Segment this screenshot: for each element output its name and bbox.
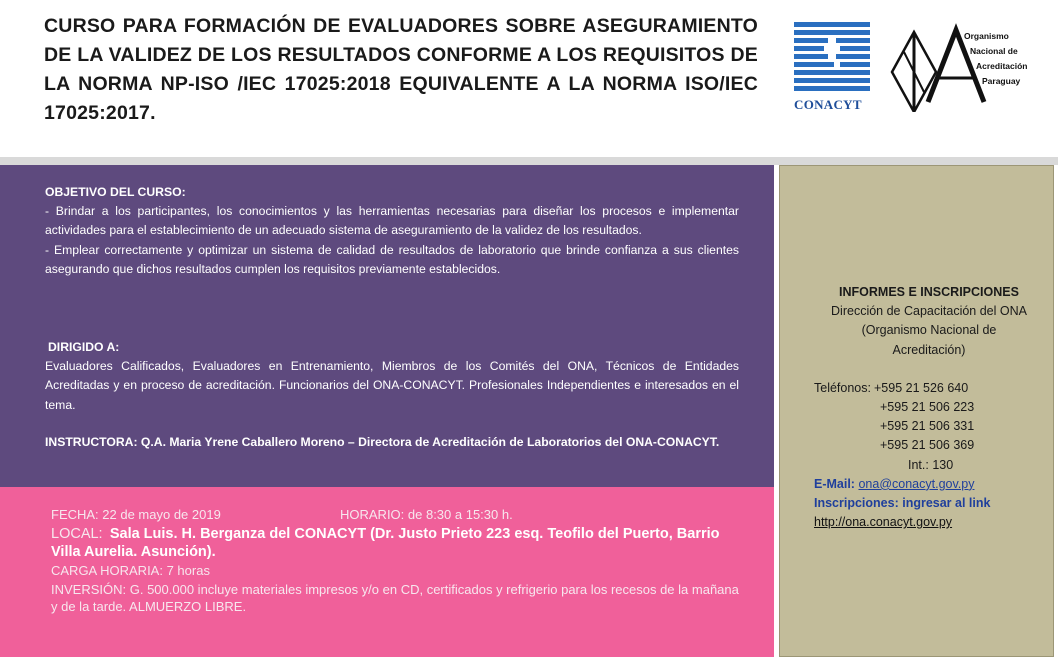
page-title: CURSO PARA FORMACIÓN DE EVALUADORES SOBRE ASEGURAMIENTO DE LA VALIDEZ DE LOS RESULTADOS CONFORME A LOS REQUISITOS DE LA NORMA NP-ISO /IEC 17025:2018 EQUIVALENTE A LA NORMA ISO/IEC 17025:2017. [44, 15, 758, 124]
audience-text: Evaluadores Calificados, Evaluadores en Entrenamiento, Miembros de los Comités del ONA, Técnicos de Entidades Acreditadas y en proceso de acreditación. Funcionarios del ONA-CONACYT. Profesionales Independientes e interesados en el tema. [45, 359, 739, 412]
objective-item: - Brindar a los participantes, los conocimientos y las herramientas necesarias para diseñar los procesos e implementar actividades para el establecimiento de un adecuado sistema de aseguramiento de la validez de los resultados. [45, 204, 739, 238]
objective-item: - Emplear correctamente y optimizar un sistema de calidad de resultados de laboratorio que brinde confianza a sus clientes asegurando que dichos resultados cumplen los requisitos previamente establecidos. [45, 242, 739, 276]
department-fullname: (Organismo Nacional de Acreditación) [861, 323, 997, 357]
divider-band [0, 157, 1058, 165]
location-text [51, 525, 745, 561]
ona-line: Organismo [964, 31, 1009, 41]
location-label: LOCAL: [51, 526, 103, 542]
investment-text: INVERSIÓN: G. 500.000 incluye materiales impresos y/o en CD, certificados y refrigerio para los recesos de la mañana y de la tarde. ALMUERZO LIBRE. [51, 582, 739, 614]
email-row [814, 475, 1044, 494]
audience-heading: DIRIGIDO A: [48, 340, 120, 354]
contact-heading: INFORMES E INSCRIPCIONES [839, 285, 1019, 299]
phones-label: Teléfonos: [814, 380, 871, 395]
phone-number: +595 21 526 640 [873, 380, 969, 395]
ona-line: Paraguay [982, 76, 1021, 86]
department-name: Dirección de Capacitación del ONA [831, 304, 1027, 319]
email-link[interactable]: ona@conacyt.gov.py [858, 476, 975, 491]
ona-name-lines [964, 29, 1028, 89]
location-value: Sala Luis. H. Berganza del CONACYT (Dr. Justo Prieto 223 esq. Teofilo del Puerto, Barrio Villa Aurelia. Asunción). [51, 526, 720, 560]
inscriptions-label: Inscripciones: ingresar al link [814, 496, 991, 511]
ona-line: Nacional de [970, 46, 1018, 56]
objective-heading: OBJETIVO DEL CURSO: [45, 185, 186, 199]
schedule-text: HORARIO: de 8:30 a 15:30 h. [340, 507, 513, 522]
email-label: E-Mail: [814, 476, 855, 491]
phone-extension: Int.: 130 [908, 457, 954, 472]
phone-number: +595 21 506 223 [880, 400, 975, 415]
instructor-text: INSTRUCTORA: Q.A. Maria Yrene Caballero Moreno – Directora de Acreditación de Laboratorios del ONA-CONACYT. [45, 435, 720, 449]
contact-section [814, 283, 1044, 532]
objective-section [45, 183, 739, 279]
conacyt-wordmark: CONACYT [794, 97, 862, 112]
date-text: FECHA: 22 de mayo de 2019 [51, 507, 221, 522]
phone-number: +595 21 506 369 [880, 438, 975, 453]
phone-number: +595 21 506 331 [880, 419, 975, 434]
audience-section [45, 338, 739, 415]
ona-line: Acreditación [976, 61, 1028, 71]
hours-text: CARGA HORARIA: 7 horas [51, 563, 210, 578]
phones-row [814, 379, 1044, 398]
inscriptions-link[interactable]: http://ona.conacyt.gov.py [814, 515, 953, 530]
